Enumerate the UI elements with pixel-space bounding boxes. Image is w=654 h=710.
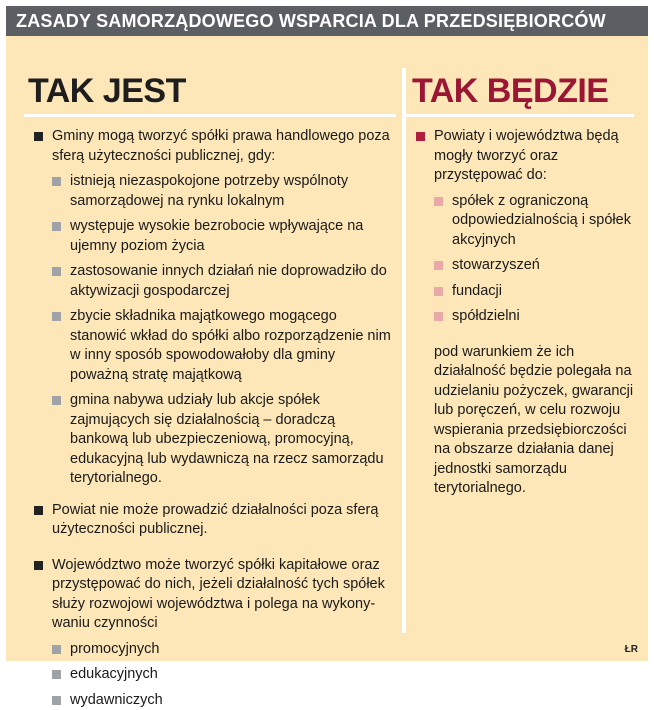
sub-item-text: gmina nabywa udziały lub akcje spółek zajmujących się działalnością – doradczą bankową lub ubezpieczeniową, promocyjną, edukacyjną lub wydawniczą na rzecz samorządu terytorialnego.: [70, 392, 384, 486]
sub-list-item: [52, 640, 396, 660]
conditions-paragraph: pod warunkiem że ich działalność będzie polegała na udzielaniu pożyczek, gwarancji lub poręczeń, w celu rozwoju wspierania przedsiębiorczości na obszarze działania danej jednostki samorządu terytorialnego.: [434, 343, 634, 499]
column-tak-bedzie: [406, 68, 634, 641]
sub-list-item: [434, 256, 634, 276]
sub-item-text: promocyjnych: [70, 641, 159, 657]
list-item: [24, 127, 396, 489]
square-bullet-icon: [416, 132, 425, 141]
list-item: [24, 501, 396, 540]
sub-list-item: [434, 192, 634, 251]
square-bullet-icon: [434, 261, 443, 270]
sub-list: [52, 640, 396, 710]
sub-item-text: istnieją niezaspokojone potrzeby wspólnoty samorządowej na rynku lokalnym: [70, 173, 348, 209]
square-bullet-icon: [434, 287, 443, 296]
sub-item-text: występuje wysokie bezrobocie wpływające na ujemny poziom życia: [70, 218, 363, 254]
sub-item-text: stowarzyszeń: [452, 257, 540, 273]
sub-list-item: [52, 391, 396, 489]
square-bullet-icon: [52, 396, 61, 405]
sub-list-item: [434, 307, 634, 327]
heading-tak-jest: TAK JEST: [24, 68, 396, 117]
sub-item-text: zbycie składnika majątkowego mogącego stanowić wkład do spółki albo rozporządzenie nim w inny sposób spowodowałoby dla gminy poważną stratę majątkową: [70, 308, 391, 383]
sub-item-text: fundacji: [452, 283, 502, 299]
sub-list-item: [52, 172, 396, 211]
square-bullet-icon: [52, 670, 61, 679]
list-item: [406, 127, 634, 327]
sub-list-item: [52, 307, 396, 385]
heading-tak-bedzie: TAK BĘDZIE: [406, 68, 634, 117]
item-text: Powiat nie może prowadzić działalności poza sferą użyteczności publicznej.: [52, 502, 378, 538]
list-item: [24, 556, 396, 710]
sub-item-text: spółek z ograniczoną odpowiedzialnością i spółek akcyjnych: [452, 193, 631, 248]
square-bullet-icon: [34, 132, 43, 141]
square-bullet-icon: [52, 312, 61, 321]
square-bullet-icon: [34, 561, 43, 570]
sub-list-item: [434, 282, 634, 302]
sub-item-text: wydawniczych: [70, 692, 163, 708]
square-bullet-icon: [52, 645, 61, 654]
item-text: Powiaty i województwa będą mogły tworzyć oraz przystępować do:: [434, 128, 619, 183]
item-text: Gminy mogą tworzyć spółki prawa handlowego poza sferą użyteczności publicznej, gdy:: [52, 128, 390, 164]
sub-list-item: [52, 217, 396, 256]
item-text: Województwo może tworzyć spółki kapitałowe oraz przystępować do nich, jeżeli działalność tych spółek służy rozwojowi województwa i polega na wykony-waniu czynności: [52, 557, 385, 632]
column-tak-jest: [24, 68, 396, 641]
square-bullet-icon: [52, 696, 61, 705]
sub-item-text: spółdzielni: [452, 308, 520, 324]
sub-list: [52, 172, 396, 489]
sub-item-text: edukacyjnych: [70, 666, 158, 682]
page-title: ZASADY SAMORZĄDOWEGO WSPARCIA DLA PRZEDSIĘBIORCÓW: [6, 6, 648, 36]
square-bullet-icon: [52, 177, 61, 186]
square-bullet-icon: [34, 506, 43, 515]
square-bullet-icon: [52, 267, 61, 276]
infographic-panel: [6, 6, 648, 661]
sub-list-item: [52, 262, 396, 301]
square-bullet-icon: [52, 222, 61, 231]
author-signature: ŁR: [625, 644, 638, 655]
sub-list-item: [52, 665, 396, 685]
list-tak-jest: [24, 127, 396, 710]
list-tak-bedzie: [406, 127, 634, 327]
sub-list-item: [52, 691, 396, 710]
sub-list: [434, 192, 634, 327]
square-bullet-icon: [434, 312, 443, 321]
square-bullet-icon: [434, 197, 443, 206]
sub-item-text: zastosowanie innych działań nie doprowadziło do aktywizacji gospodarczej: [70, 263, 387, 299]
